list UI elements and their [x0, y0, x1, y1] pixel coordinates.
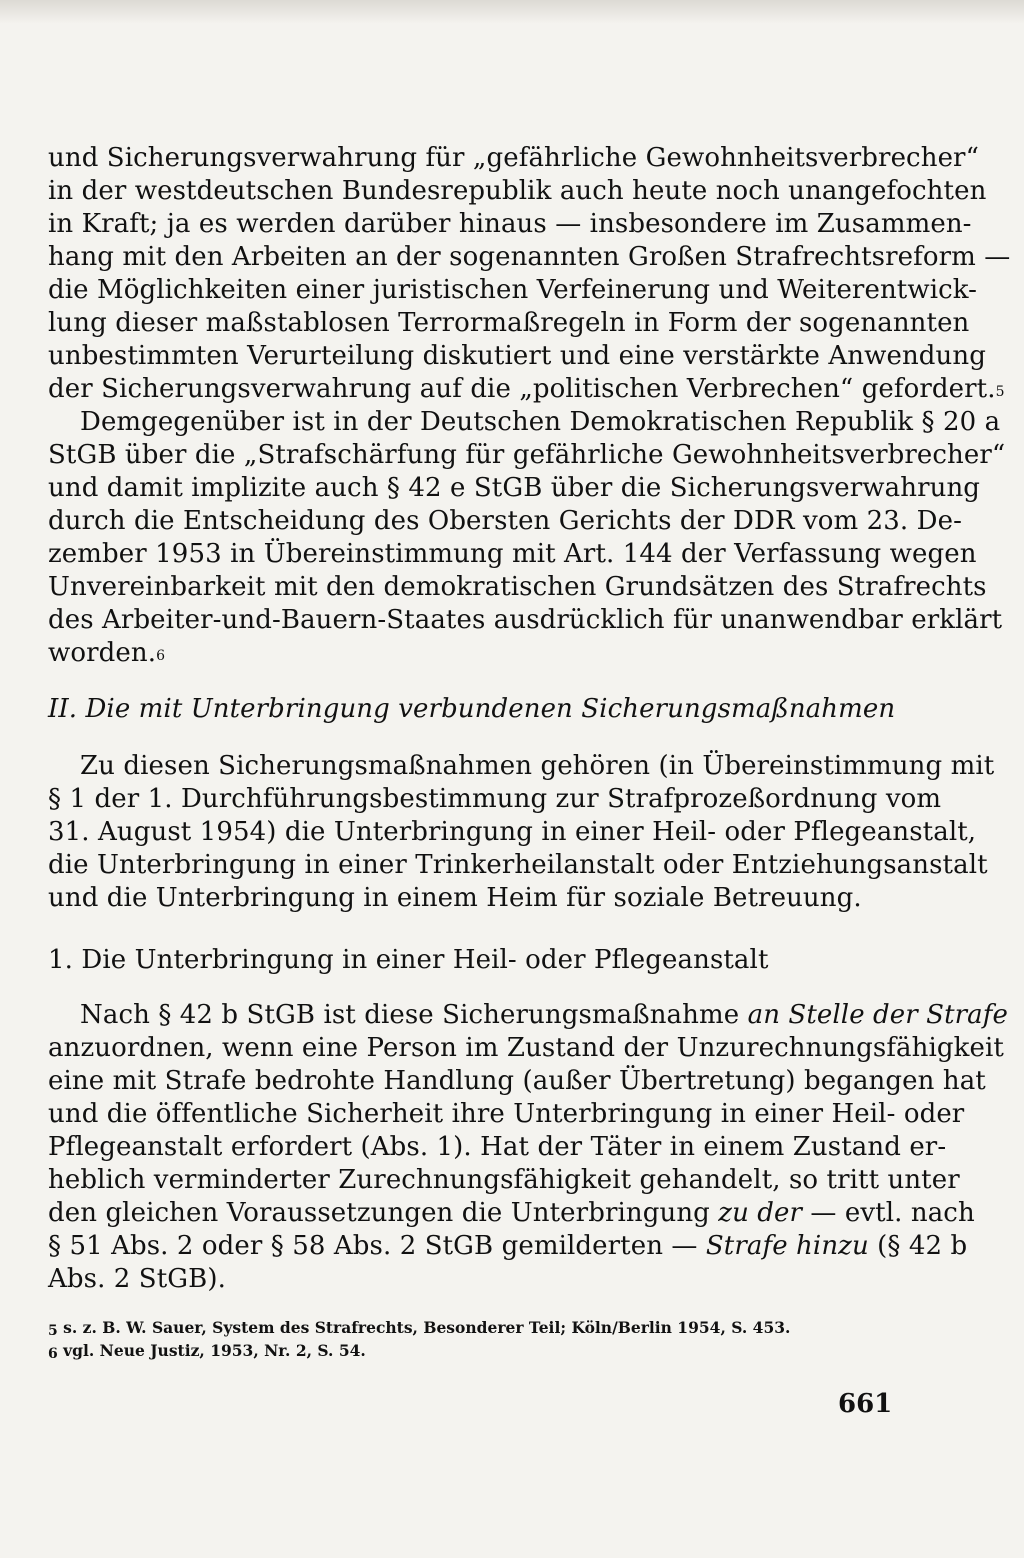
page-top-edge — [0, 0, 1024, 24]
text-segment: der Sicherungsverwahrung auf die „politischen Verbrechen“ gefordert. — [48, 374, 996, 404]
text-line: zember 1953 in Übereinstimmung mit Art. 144 der Verfassung wegen — [48, 539, 977, 569]
text-line: durch die Entscheidung des Obersten Gerichts der DDR vom 23. De- — [48, 506, 962, 536]
text-line — [80, 999, 1008, 1031]
text-line — [48, 637, 165, 669]
text-segment: den gleichen Voraussetzungen die Unterbringung — [48, 1198, 719, 1228]
text-line: Abs. 2 StGB). — [48, 1264, 226, 1294]
text-line — [48, 1230, 967, 1262]
text-line: und die öffentliche Sicherheit ihre Unterbringung in einer Heil- oder — [48, 1099, 965, 1129]
text-line: die Unterbringung in einer Trinkerheilanstalt oder Entziehungsanstalt — [48, 850, 988, 880]
text-segment: (§ 42 b — [868, 1231, 968, 1261]
emphasis-text: an Stelle der Strafe — [747, 1000, 1008, 1030]
text-line — [48, 1197, 975, 1229]
text-line: hang mit den Arbeiten an der sogenannten Großen Strafrechtsreform — — [48, 242, 1011, 272]
text-line: § 1 der 1. Durchführungsbestimmung zur Strafprozeßordnung vom — [48, 784, 942, 814]
subsection-heading: 1. Die Unterbringung in einer Heil- oder Pflegeanstalt — [48, 945, 769, 975]
text-line: 31. August 1954) die Unterbringung in einer Heil- oder Pflegeanstalt, — [48, 817, 977, 847]
text-line: Demgegenüber ist in der Deutschen Demokratischen Republik § 20 a — [80, 407, 1001, 437]
footnote-ref: 6 — [156, 648, 166, 664]
footnote-ref: 5 — [995, 384, 1005, 400]
text-segment: Nach § 42 b StGB ist diese Sicherungsmaßnahme — [80, 1000, 748, 1030]
text-line: in der westdeutschen Bundesrepublik auch heute noch unangefochten — [48, 176, 987, 206]
text-line: und damit implizite auch § 42 e StGB über die Sicherungsverwahrung — [48, 473, 981, 503]
footnote — [48, 1341, 366, 1361]
text-line: heblich verminderter Zurechnungsfähigkeit gehandelt, so tritt unter — [48, 1165, 960, 1195]
text-line: und Sicherungsverwahrung für „gefährliche Gewohnheitsverbrecher“ — [48, 143, 979, 173]
text-line — [48, 373, 1005, 405]
footnote-number: 5 — [48, 1323, 58, 1339]
text-line: Zu diesen Sicherungsmaßnahmen gehören (in Übereinstimmung mit — [80, 751, 995, 781]
text-line: lung dieser maßstablosen Terrormaßregeln in Form der sogenannten — [48, 308, 970, 338]
text-line: des Arbeiter-und-Bauern-Staates ausdrücklich für unanwendbar erklärt — [48, 605, 1003, 635]
section-heading: II. Die mit Unterbringung verbundenen Sicherungsmaßnahmen — [48, 694, 896, 724]
text-segment: worden. — [48, 638, 157, 668]
footnote-number: 6 — [48, 1346, 58, 1362]
text-line: und die Unterbringung in einem Heim für soziale Betreuung. — [48, 883, 862, 913]
text-line: unbestimmten Verurteilung diskutiert und eine verstärkte Anwendung — [48, 341, 986, 371]
emphasis-text: zu der — [718, 1198, 803, 1228]
text-segment: § 51 Abs. 2 oder § 58 Abs. 2 StGB gemilderten — — [48, 1231, 706, 1261]
text-line: in Kraft; ja es werden darüber hinaus — insbesondere im Zusammen- — [48, 209, 972, 239]
text-segment: — evtl. nach — [802, 1198, 975, 1228]
text-line: anzuordnen, wenn eine Person im Zustand der Unzurechnungsfähigkeit — [48, 1033, 1004, 1063]
page-number: 661 — [838, 1389, 893, 1419]
text-line: die Möglichkeiten einer juristischen Verfeinerung und Weiterentwick- — [48, 275, 978, 305]
footnote-text: s. z. B. W. Sauer, System des Strafrechts, Besonderer Teil; Köln/Berlin 1954, S. 453. — [57, 1318, 791, 1337]
text-line: StGB über die „Strafschärfung für gefährliche Gewohnheitsverbrecher“ — [48, 440, 1006, 470]
footnote-text: vgl. Neue Justiz, 1953, Nr. 2, S. 54. — [57, 1341, 366, 1360]
text-line: Unvereinbarkeit mit den demokratischen Grundsätzen des Strafrechts — [48, 572, 987, 602]
text-line: Pflegeanstalt erfordert (Abs. 1). Hat der Täter in einem Zustand er- — [48, 1132, 947, 1162]
footnote — [48, 1318, 790, 1338]
text-line: eine mit Strafe bedrohte Handlung (außer Übertretung) begangen hat — [48, 1066, 986, 1096]
emphasis-text: Strafe hinzu — [705, 1231, 869, 1261]
